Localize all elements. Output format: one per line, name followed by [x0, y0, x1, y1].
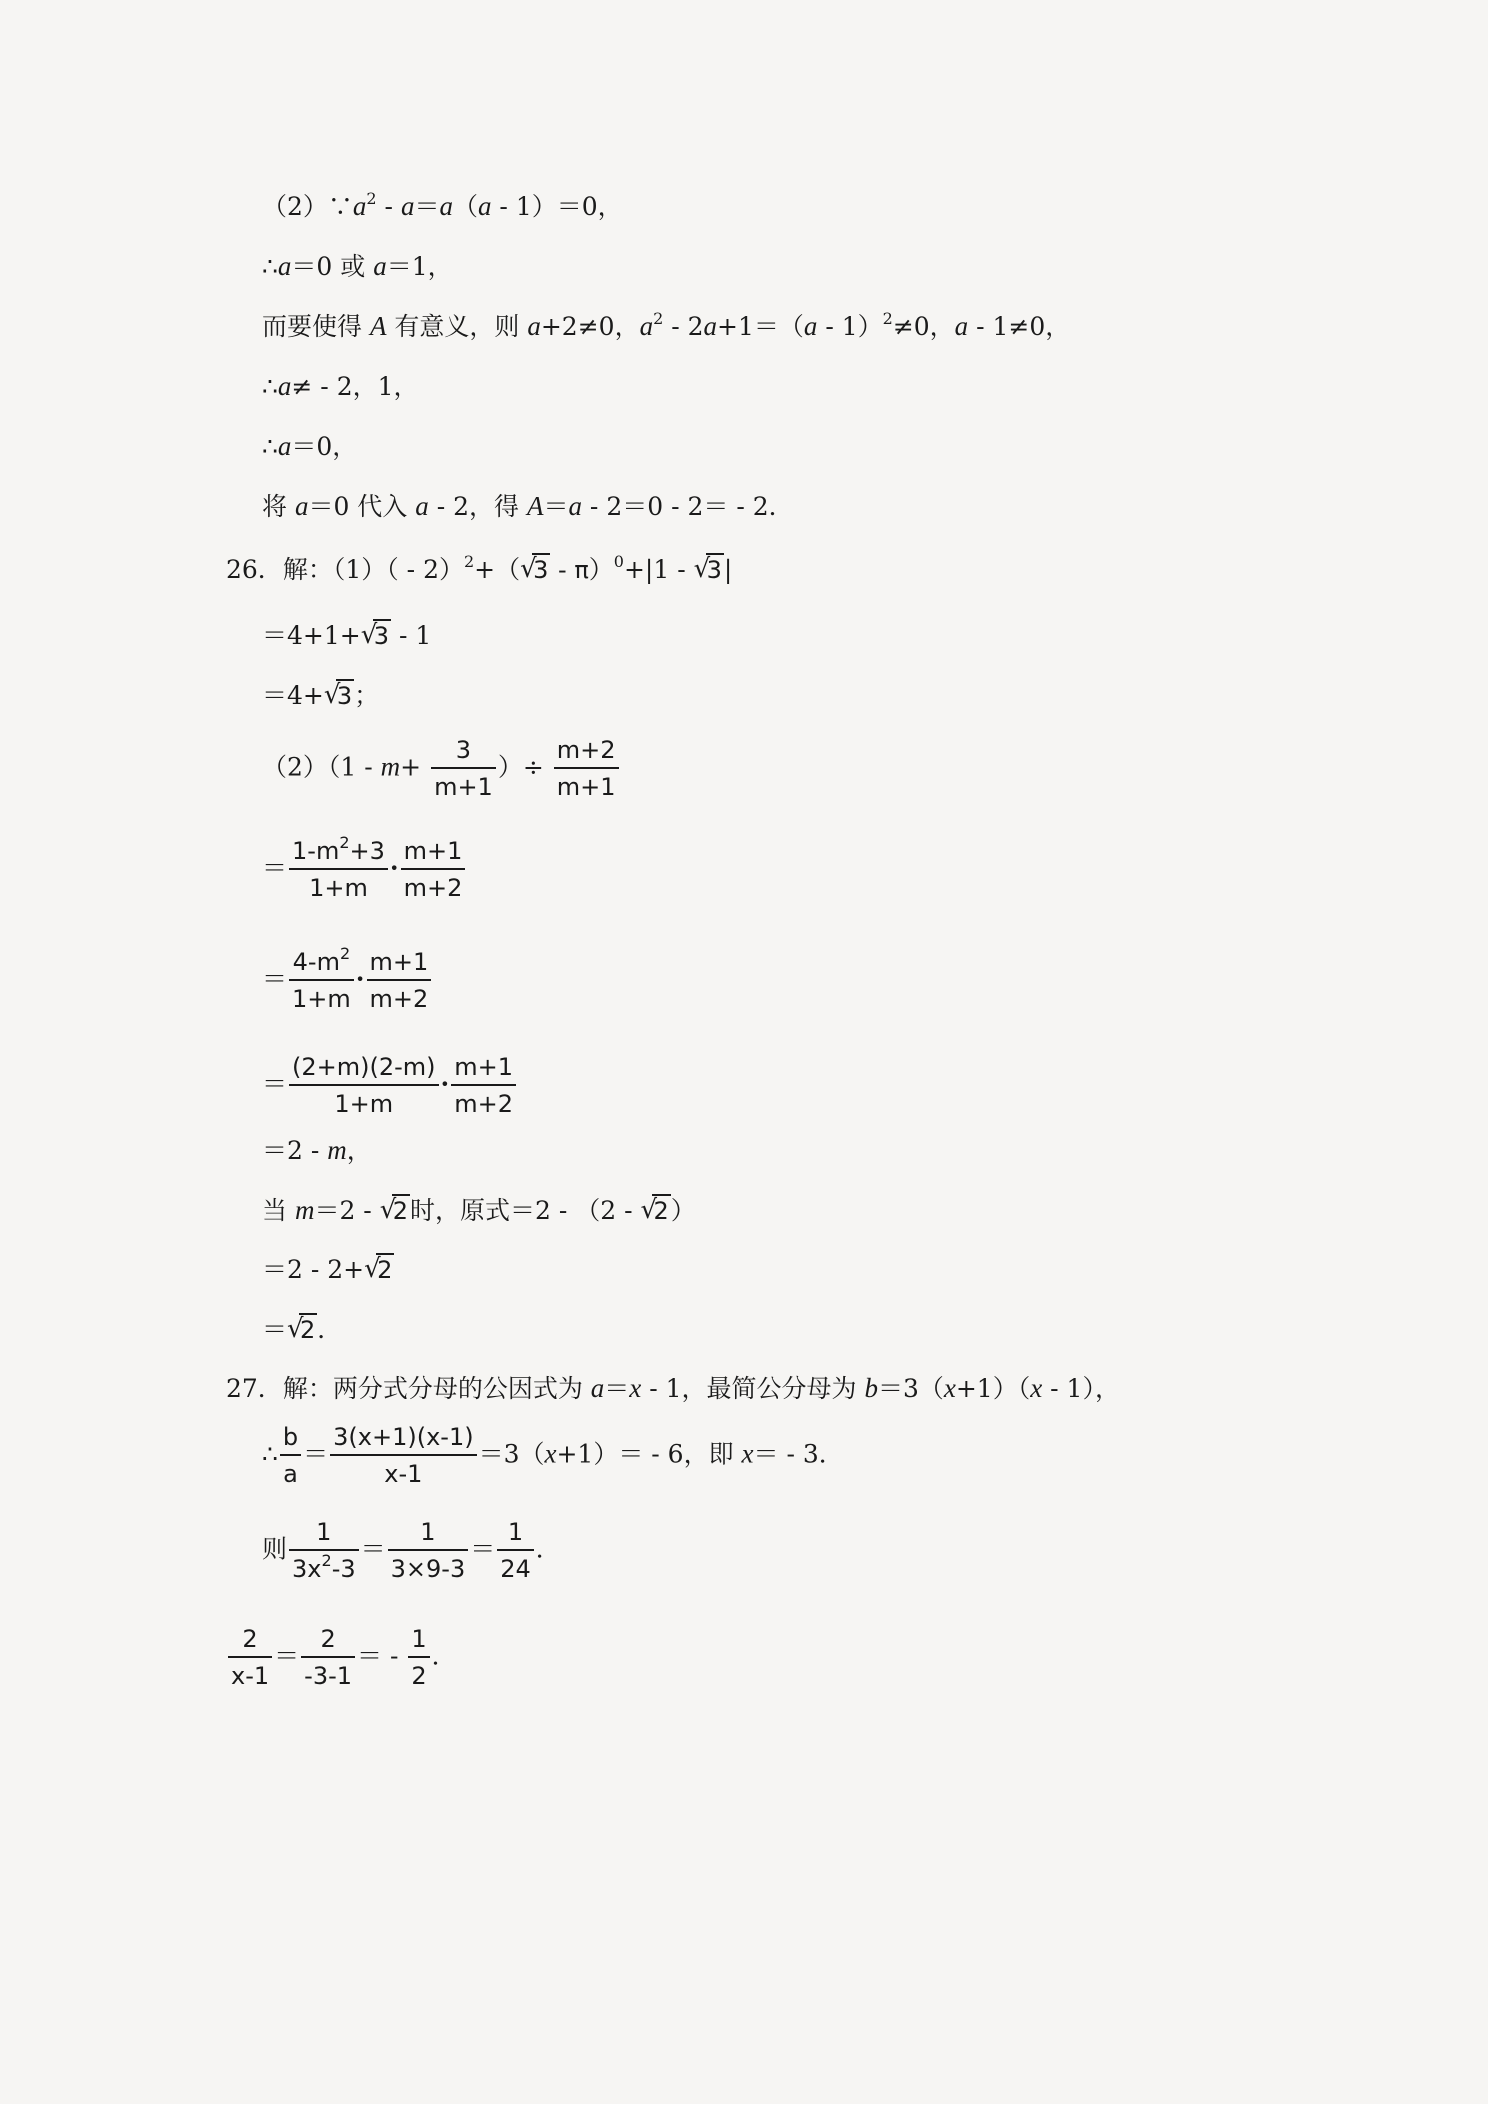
line-excluded: ∴a≠ - 2，1， — [262, 371, 419, 401]
sqrt-3: √ 3 — [693, 554, 722, 584]
fraction: $\frac{m+2}{m+1}$ — [554, 733, 619, 805]
sqrt-3: √ 3 — [323, 680, 353, 710]
fraction: $\frac{1}{2}$ — [408, 1622, 429, 1694]
fraction: $\frac{2}{-3-1}$ — [301, 1622, 355, 1694]
q26-line6: ＝ $\frac{4-m^2}{1+m}$ · $\frac{m+1}{m+2}$ — [262, 945, 433, 1017]
q26-line3: ＝4+ √ 3； — [262, 676, 379, 716]
fraction: $\frac{1}{24}$ — [497, 1515, 534, 1587]
sqrt-2: √ 2 — [640, 1195, 669, 1225]
q26-line9: 当 m＝2 - √ 2时，原式＝2 - （2 - √ 2） — [262, 1190, 696, 1231]
line-a-zero: ∴a＝0， — [262, 431, 358, 461]
q26-line10: ＝2 - 2+ √ 2 — [262, 1250, 394, 1290]
line-substitute: 将 a＝0 代入 a - 2，得 A＝a - 2＝0 - 2＝ - 2． — [262, 491, 794, 521]
q26-line2: ＝4+1+ √ 3 - 1 — [262, 616, 431, 656]
sqrt-2: √ 2 — [287, 1314, 316, 1344]
q26-line11: ＝ √ 2． — [262, 1310, 342, 1350]
fraction: $\frac{3}{m+1}$ — [431, 733, 496, 805]
sqrt-3: √ 3 — [360, 620, 389, 650]
fraction: $\frac{b}{a}$ — [280, 1420, 301, 1492]
fraction: $\frac{3(x+1)(x-1)}{x-1}$ — [330, 1420, 476, 1492]
q26-line7: ＝ $\frac{(2+m)(2-m)}{1+m}$ · $\frac{m+1}{m+2}$ — [262, 1050, 518, 1122]
part-label: （2） — [262, 192, 328, 221]
fraction: $\frac{m+1}{m+2}$ — [401, 834, 466, 906]
fraction: $\frac{m+1}{m+2}$ — [451, 1050, 516, 1122]
fraction: $\frac{4-m^2}{1+m}$ — [289, 945, 354, 1017]
line-factor: $(2)\because a^2 - a=a(a - 1)=0$， — [262, 189, 623, 221]
q26-line1: 26．解：（1）（ - 2）$^2$+（ √ 3 - π）$^0$+|1 - √ 3| — [226, 550, 732, 590]
q26-line5: ＝ $\frac{1-m^2+3}{1+m}$ · $\frac{m+1}{m+2}$ — [262, 834, 467, 906]
sqrt-3: √ 3 — [520, 554, 549, 584]
question-number: 26． — [226, 555, 283, 584]
q27-line3: 则 $\frac{1}{3x^2-3}$ ＝ $\frac{1}{3\times 9-3}$ ＝ $\frac{1}{24}$ ． — [262, 1515, 561, 1587]
fraction: $\frac{1}{3x^2-3}$ — [289, 1515, 359, 1587]
fraction: $\frac{(2+m)(2-m)}{1+m}$ — [289, 1050, 439, 1122]
sqrt-2: √ 2 — [364, 1254, 393, 1284]
line-roots: ∴a＝0 或 a＝1， — [262, 251, 453, 281]
q27-line2: ∴ $\frac{b}{a}$ ＝ $\frac{3(x+1)(x-1)}{x-1}$ ＝3（x+1）＝ - 6，即 x＝ - 3． — [262, 1420, 844, 1492]
q26-line4: （2）（1 - m+ $\frac{3}{m+1}$ ）÷ $\frac{m+2}{m+1}$ — [262, 733, 621, 805]
sqrt-2: √ 2 — [379, 1195, 408, 1225]
q26-line8: ＝2 - m， — [262, 1135, 372, 1165]
line-condition: 而要使得 A 有意义，则 a+2≠0，$a^2 - 2a+1=(a - 1)^2\ne 0$，a - 1≠0， — [262, 309, 1071, 341]
fraction: $\frac{m+1}{m+2}$ — [367, 945, 432, 1017]
fraction: $\frac{1-m^2+3}{1+m}$ — [289, 834, 388, 906]
fraction: $\frac{2}{x-1}$ — [228, 1622, 272, 1694]
question-number: 27． — [226, 1374, 283, 1403]
q27-line4: $\frac{2}{x-1}$ ＝ $\frac{2}{-3-1}$ ＝ - $\frac{1}{2}$ ． — [226, 1622, 457, 1694]
q27-line1: 27．解：两分式分母的公因式为 a＝x - 1，最简公分母为 b＝3（x+1）（x - 1）， — [226, 1373, 1120, 1403]
fraction: $\frac{1}{3\times 9-3}$ — [388, 1515, 469, 1587]
